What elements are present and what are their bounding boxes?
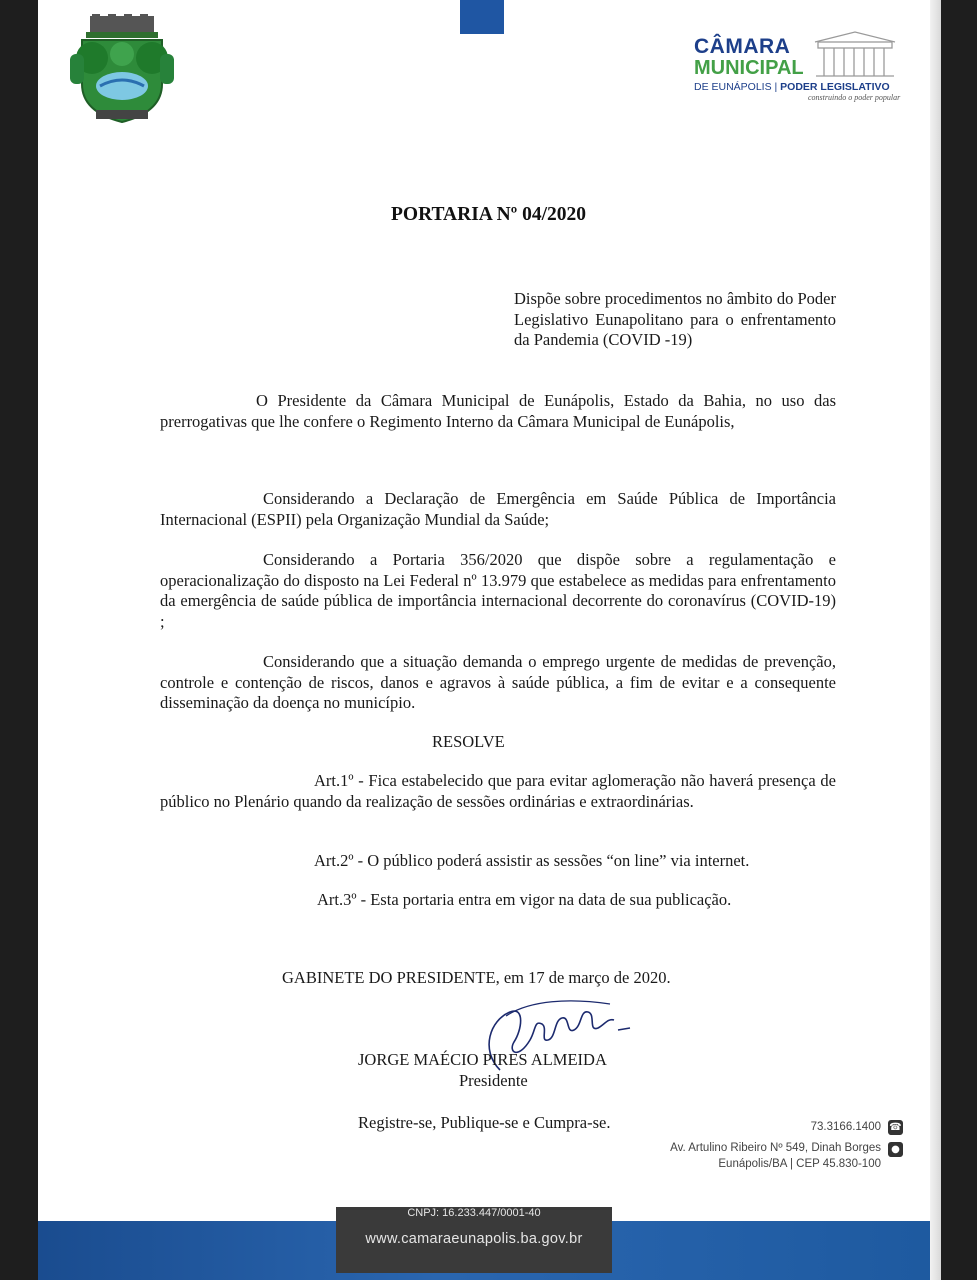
camara-logo xyxy=(690,28,905,108)
top-color-marker xyxy=(460,0,504,34)
signer-role: Presidente xyxy=(459,1071,528,1090)
preamble: O Presidente da Câmara Municipal de Eunápolis, Estado da Bahia, no uso das prerrogativas que lhe confere o Regimento Interno da Câmara Municipal de Eunápolis, xyxy=(160,391,836,431)
footer-website: www.camaraeunapolis.ba.gov.br xyxy=(365,1231,583,1247)
considerando-3: Considerando que a situação demanda o emprego urgente de medidas de prevenção, controle e contenção de riscos, danos e agravos à saúde pública, a fim de evitar e a consequente disseminação da doença no município. xyxy=(160,652,836,712)
document-title: PORTARIA Nº 04/2020 xyxy=(391,204,586,225)
logo-line-camara: CÂMARA xyxy=(694,35,791,58)
article-2: Art.2º - O público poderá assistir as sessões “on line” via internet. xyxy=(314,851,750,870)
footer-phone: 73.3166.1400 xyxy=(810,1121,881,1133)
place-date: GABINETE DO PRESIDENTE, em 17 de março de 2020. xyxy=(282,968,671,987)
footer-address-line2: Eunápolis/BA | CEP 45.830-100 xyxy=(718,1158,881,1170)
article-3: Art.3º - Esta portaria entra em vigor na data de sua publicação. xyxy=(317,890,732,909)
logo-line-municipal: MUNICIPAL xyxy=(694,57,804,79)
considerando-2: Considerando a Portaria 356/2020 que dispõe sobre a regulamentação e operacionalização do disposto na Lei Federal nº 13.979 que estabelece as medidas para enfrentamento da emergência de saúde pública de importância internacional decorrente do coronavírus (COVID-19) ; xyxy=(160,550,836,631)
phone-icon: ☎ xyxy=(889,1122,902,1133)
resolve-heading: RESOLVE xyxy=(432,732,505,751)
location-pin-icon: ● xyxy=(888,1142,903,1157)
logo-line-subtitle: DE EUNÁPOLIS | PODER LEGISLATIVO xyxy=(694,81,890,93)
municipal-crest-icon xyxy=(62,14,182,126)
logo-tagline: construindo o poder popular xyxy=(808,93,901,102)
footer-cnpj: CNPJ: 16.233.447/0001-40 xyxy=(407,1207,541,1219)
closing-formula: Registre-se, Publique-se e Cumpra-se. xyxy=(358,1113,611,1132)
signer-name: JORGE MAÉCIO PIRES ALMEIDA xyxy=(358,1050,607,1069)
building-icon xyxy=(810,28,900,80)
ementa: Dispõe sobre procedimentos no âmbito do Poder Legislativo Eunapolitano para o enfrentamento da Pandemia (COVID -19) xyxy=(514,289,836,349)
considerando-1: Considerando a Declaração de Emergência em Saúde Pública de Importância Internacional (ESPII) pela Organização Mundial da Saúde; xyxy=(160,489,836,529)
footer-address-line1: Av. Artulino Ribeiro Nº 549, Dinah Borges xyxy=(670,1142,881,1154)
page-edge-shadow xyxy=(930,0,941,1280)
article-1: Art.1º - Fica estabelecido que para evitar aglomeração não haverá presença de público no Plenário quando da realização de sessões ordinárias e extraordinárias. xyxy=(160,771,836,811)
